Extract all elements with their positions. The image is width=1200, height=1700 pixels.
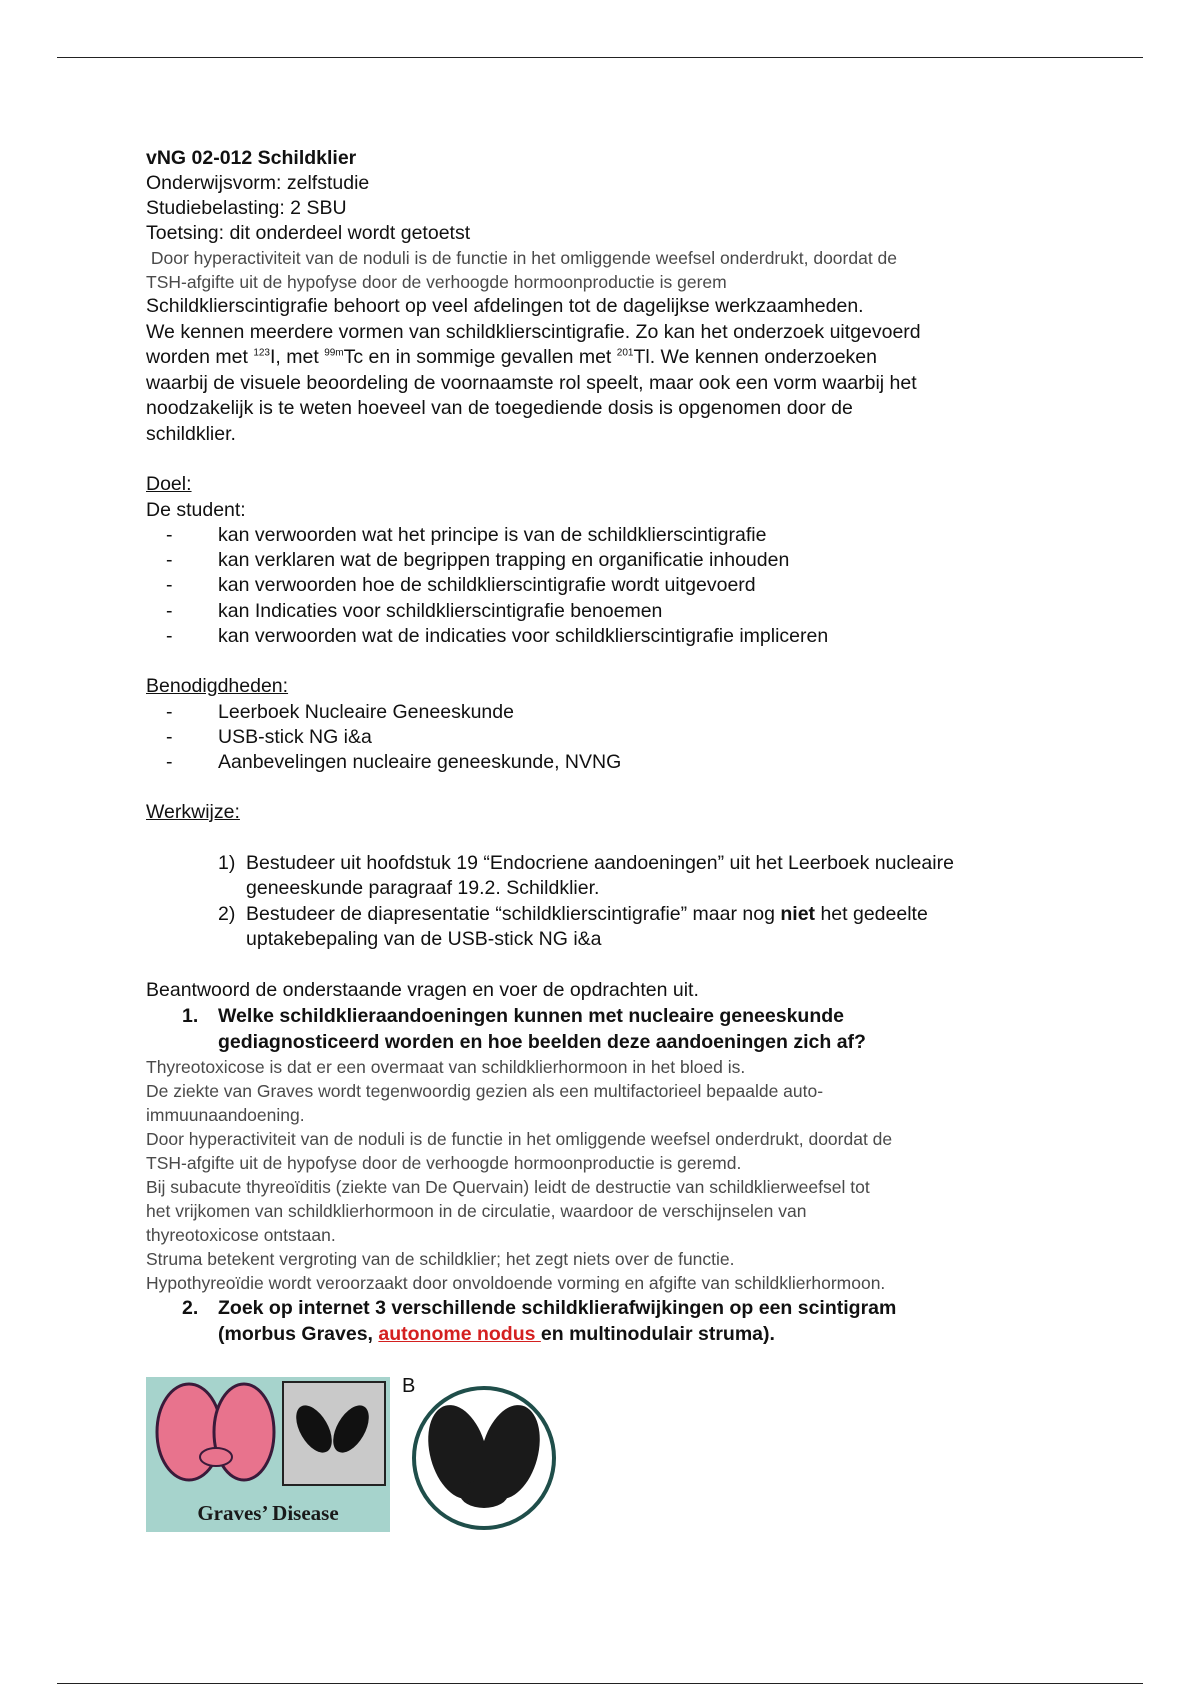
answer-line: Hypothyreoïdie wordt veroorzaakt door onvoldoende vorming en afgifte van schildklierhormoon. <box>146 1273 886 1294</box>
graves-label: Graves’ Disease <box>197 1501 339 1525</box>
intro-line: noodzakelijk is te weten hoeveel van de toegediende dosis is opgenomen door de <box>146 397 853 419</box>
answer-line: De ziekte van Graves wordt tegenwoordig gezien als een multifactorieel bepaalde auto- <box>146 1081 824 1102</box>
list-item: - kan Indicaties voor schildklierscintigrafie benoemen <box>166 599 663 622</box>
footer-rule <box>57 1683 1143 1684</box>
intro-grey-line: TSH-afgifte uit de hypofyse door de verhoogde hormoonproductie is gerem <box>146 272 727 292</box>
questions-intro: Beantwoord de onderstaande vragen en voer de opdrachten uit. <box>146 978 699 1001</box>
highlighted-term: autonome nodus <box>378 1323 541 1346</box>
intro-isotope-line: worden met $^{123}$I, met $^{99m}$Tc en in sommige gevallen met $^{201}$Tl. We kennen onderzoeken <box>146 346 877 368</box>
meta-line: Onderwijsvorm: zelfstudie <box>146 172 370 194</box>
werkwijze-steps <box>146 851 1076 953</box>
answer-line: Thyreotoxicose is dat er een overmaat van schildklierhormoon in het bloed is. <box>146 1057 746 1078</box>
question-2: 2. Zoek op internet 3 verschillende schildklierafwijkingen op een scintigram (morbus Graves, autonome nodus en multinodulair struma). <box>182 1297 897 1346</box>
list-item: - kan verwoorden wat het principe is van de schildklierscintigrafie <box>166 524 767 546</box>
question-1: 1. Welke schildklieraandoeningen kunnen met nucleaire geneeskunde gediagnosticeerd worden en hoe beelden deze aandoeningen zich af? <box>182 1005 866 1054</box>
answer-line: Struma betekent vergroting van de schildklier; het zegt niets over de functie. <box>146 1249 735 1270</box>
document-title: vNG 02-012 Schildklier <box>146 147 357 169</box>
benodigdheden-list <box>146 700 1076 776</box>
meta-line: Studiebelasting: 2 SBU <box>146 197 347 219</box>
graves-disease-image <box>146 1377 390 1532</box>
list-item: - Leerboek Nucleaire Geneeskunde <box>166 700 514 723</box>
header-rule <box>57 57 1143 58</box>
list-item: - USB-stick NG i&a <box>166 725 372 748</box>
doel-subheading: De student: <box>146 498 246 521</box>
werkwijze-heading: Werkwijze: <box>146 801 240 824</box>
document-page <box>146 146 1076 1347</box>
answer-line: immuunaandoening. <box>146 1105 305 1126</box>
list-item: 2) Bestudeer de diapresentatie “schildklierscintigrafie” maar nog niet het gedeelte uptakebepaling van de USB-stick NG i&a <box>218 902 928 951</box>
benodigdheden-heading: Benodigdheden: <box>146 675 289 698</box>
intro-grey-line: Door hyperactiviteit van de noduli is de functie in het omliggende weefsel onderdrukt, doordat de <box>146 248 898 268</box>
meta-line: Toetsing: dit onderdeel wordt getoetst <box>146 222 471 244</box>
answer-line: het vrijkomen van schildklierhormoon in de circulatie, waardoor de verschijnselen van <box>146 1201 807 1222</box>
answer-line: thyreotoxicose ontstaan. <box>146 1225 336 1246</box>
intro-line: Schildklierscintigrafie behoort op veel afdelingen tot de dagelijkse werkzaamheden. <box>146 295 864 317</box>
answer-line: TSH-afgifte uit de hypofyse door de verhoogde hormoonproductie is geremd. <box>146 1153 742 1174</box>
doel-heading: Doel: <box>146 473 192 495</box>
list-item: 1) Bestudeer uit hoofdstuk 19 “Endocriene aandoeningen” uit het Leerboek nucleaire geneeskunde paragraaf 19.2. Schildklier. <box>218 851 954 900</box>
list-item: - Aanbevelingen nucleaire geneeskunde, NVNG <box>166 750 622 773</box>
answer-line: Door hyperactiviteit van de noduli is de functie in het omliggende weefsel onderdrukt, doordat de <box>146 1129 893 1150</box>
scan-label: B <box>402 1375 416 1397</box>
answer-1 <box>146 1055 1076 1295</box>
doel-list <box>146 523 1076 649</box>
intro-line: We kennen meerdere vormen van schildklierscintigrafie. Zo kan het onderzoek uitgevoerd <box>146 320 921 343</box>
scintigram-b <box>398 1372 566 1532</box>
intro-line: schildklier. <box>146 422 236 445</box>
list-item: - kan verwoorden wat de indicaties voor schildklierscintigrafie impliceren <box>166 624 829 647</box>
list-item: - kan verwoorden hoe de schildklierscintigrafie wordt uitgevoerd <box>166 574 756 597</box>
answer-line: Bij subacute thyreoïditis (ziekte van De Quervain) leidt de destructie van schildklierweefsel tot <box>146 1177 870 1198</box>
intro-line: waarbij de visuele beoordeling de voornaamste rol speelt, maar ook een vorm waarbij het <box>146 371 917 394</box>
scintigram-images <box>146 1372 566 1532</box>
scan-image <box>398 1372 566 1532</box>
list-item: - kan verklaren wat de begrippen trapping en organificatie inhouden <box>166 549 790 572</box>
